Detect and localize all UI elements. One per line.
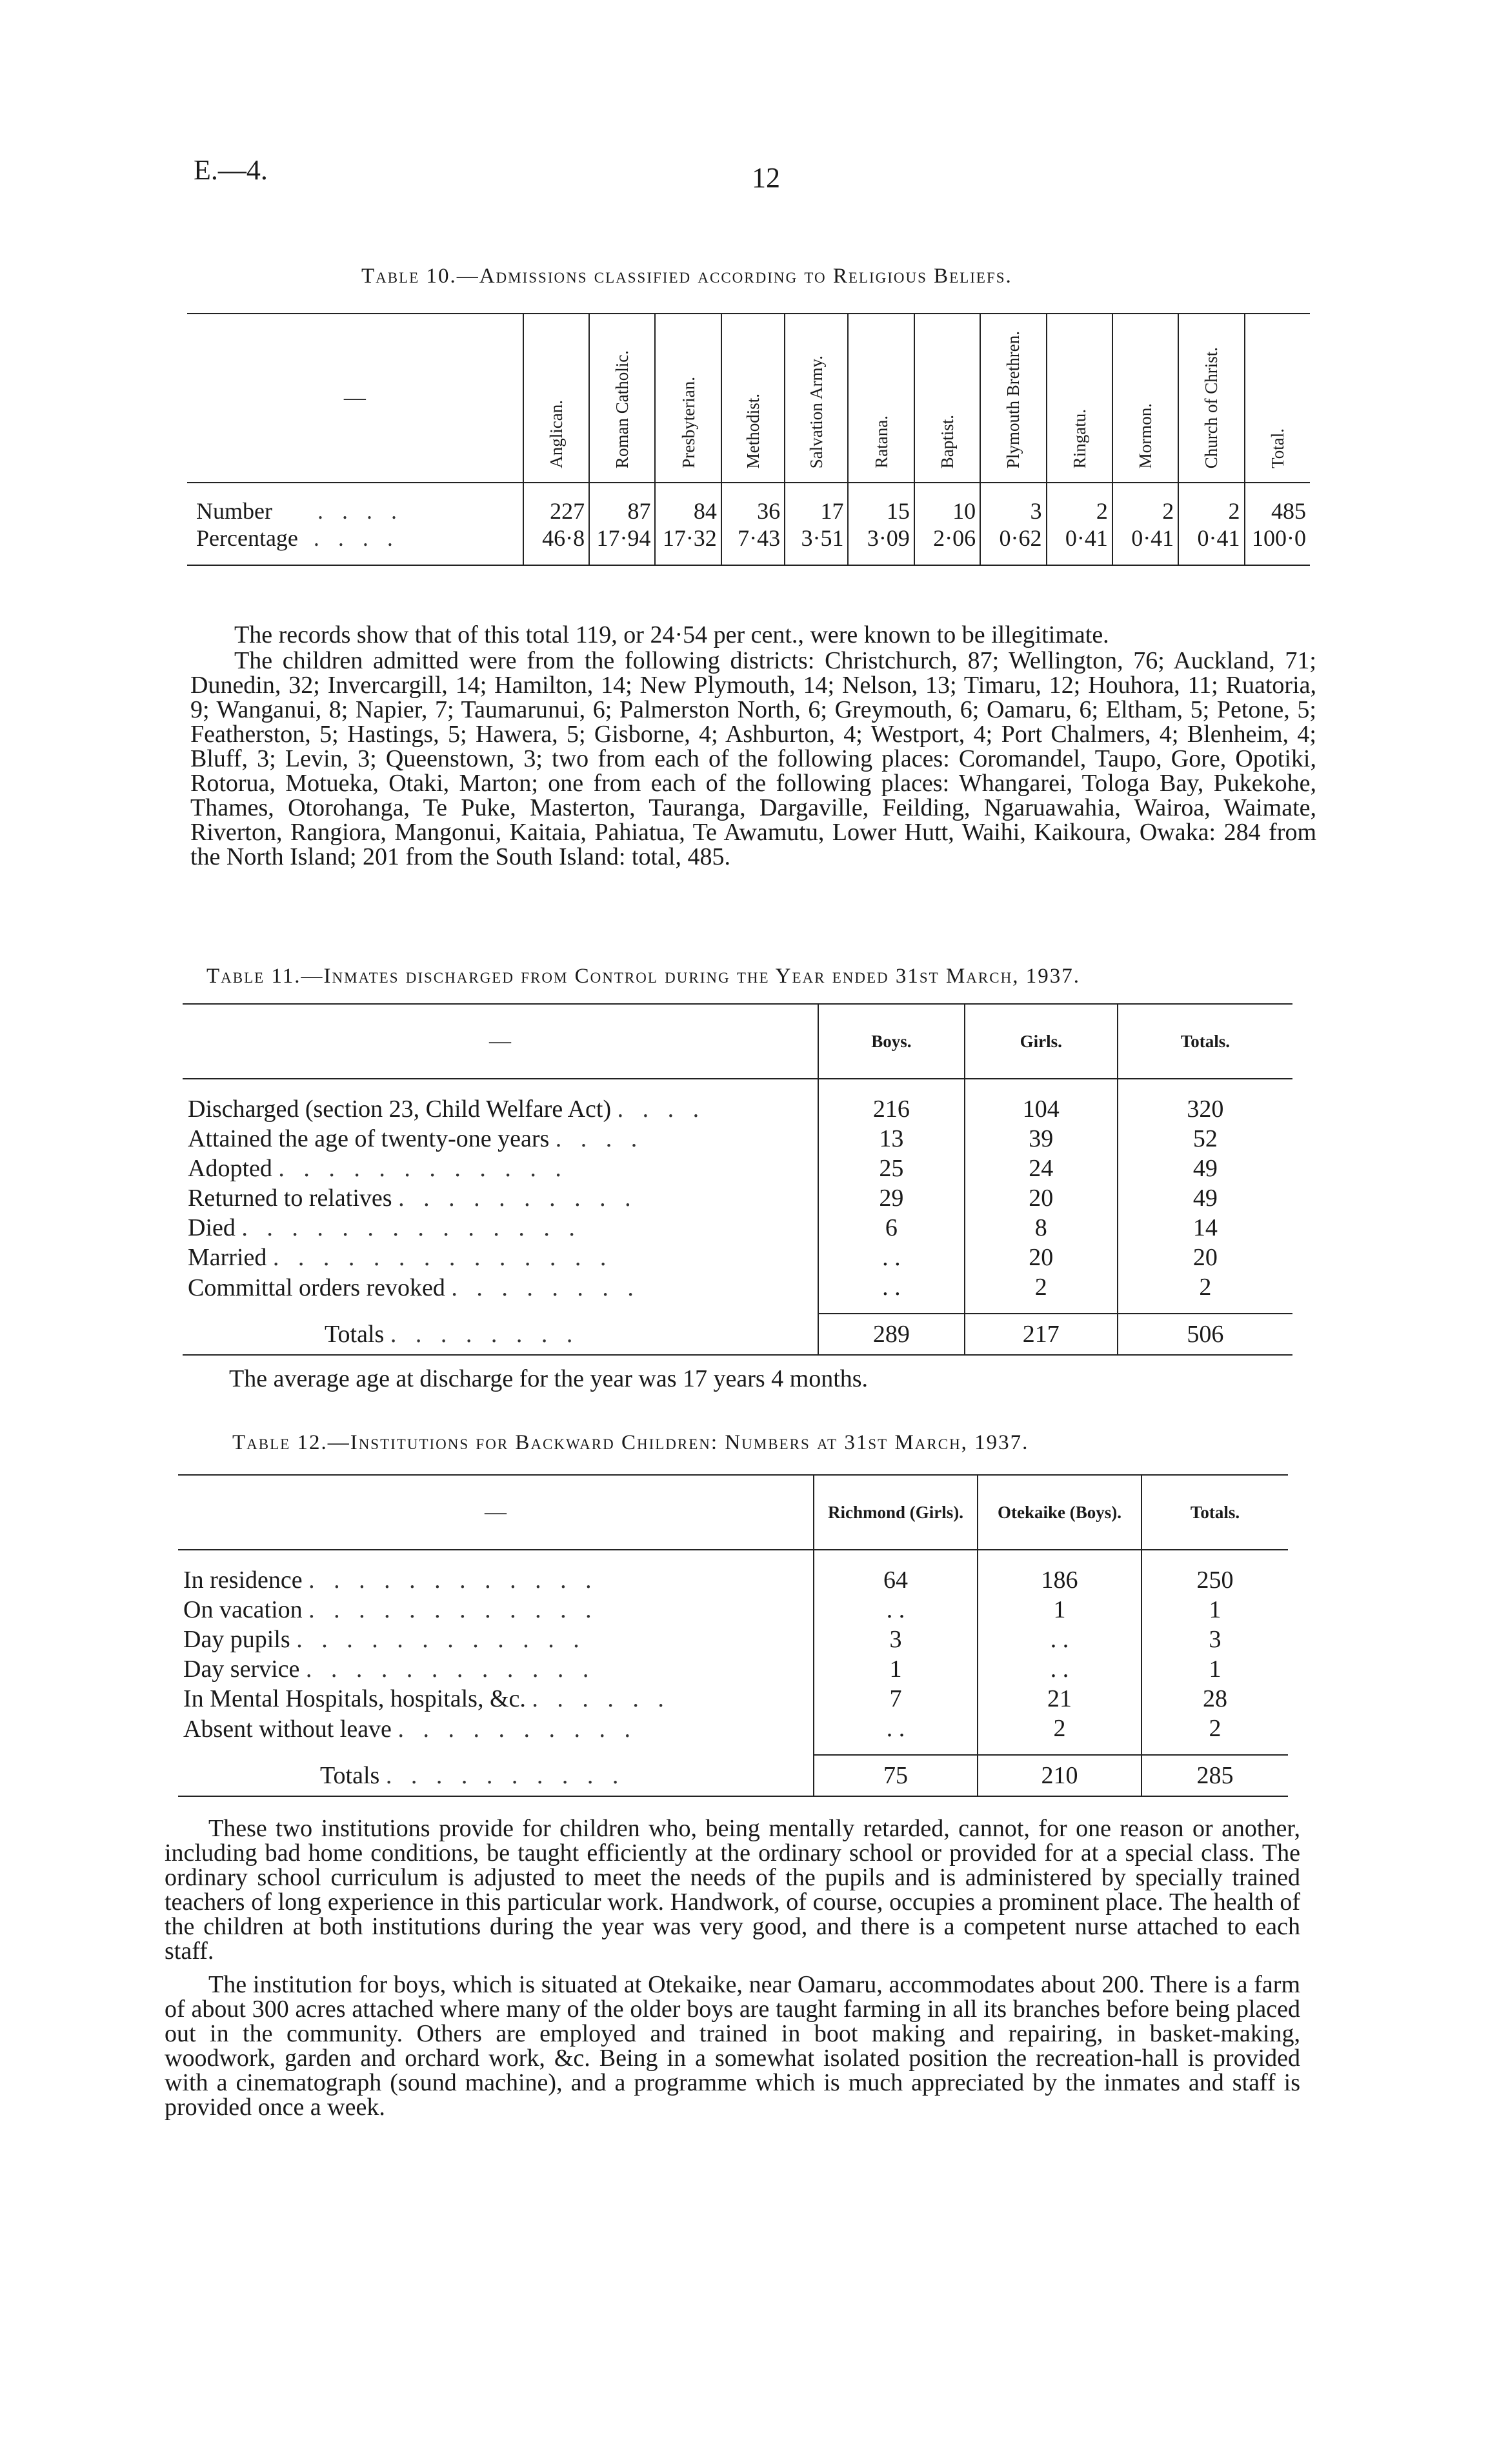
table-row	[183, 1124, 1292, 1154]
table-cell: 1	[1141, 1595, 1288, 1625]
page-number: 12	[752, 162, 780, 194]
table-cell: 210	[978, 1755, 1141, 1796]
totals-row	[183, 1314, 1292, 1355]
paragraph: These two institutions provide for children who, being mentally retarded, cannot, for one reason or another, including bad home conditions, be taught efficiently at the ordinary school or provided for at a special class. The ordinary school curriculum is adjusted to meet the needs of the pupils and is administered by specially trained teachers of long experience in this particular work. Handwork, of course, occupies a prominent place. The health of the children at both institutions during the year was very good, and there is a competent nurse attached to each staff.	[165, 1815, 1300, 1965]
table-cell: 13	[818, 1124, 965, 1154]
table-cell: 2	[1118, 1272, 1292, 1314]
table-cell: 1	[1141, 1654, 1288, 1684]
table-cell: 6	[818, 1213, 965, 1243]
table-cell: 17·32	[655, 525, 721, 565]
table-cell: 3	[980, 483, 1046, 525]
table-cell: . .	[978, 1654, 1141, 1684]
leader-dots: . . . .	[617, 1096, 706, 1123]
row-label: Percentage	[196, 525, 298, 551]
paragraph: The institution for boys, which is situated at Otekaike, near Oamaru, accommodates about 200. There is a farm of about 300 acres attached where many of the older boys are taught farming in all its branches before being placed out in the community. Others are employed and trained in boot making and repairing, in basket-making, woodwork, garden and orchard work, &c. Being in a somewhat isolated position the recreation-hall is provided with a cinematograph (sound machine), and a programme which is much appreciated by the inmates and staff is provided once a week.	[165, 1971, 1300, 2121]
row-label: Returned to relatives	[188, 1185, 392, 1212]
row-label: Adopted	[188, 1155, 272, 1182]
table12	[178, 1474, 1288, 1797]
table-row	[183, 1243, 1292, 1272]
table-cell: 2	[978, 1714, 1141, 1755]
table-cell: 0·41	[1047, 525, 1112, 565]
table-cell: 3	[1141, 1625, 1288, 1654]
leader-dots: . . . . . . . . . .	[397, 1715, 637, 1743]
table-cell: 0·41	[1178, 525, 1244, 565]
table-cell: 250	[1141, 1550, 1288, 1595]
col-header: Totals.	[1141, 1475, 1288, 1550]
table-cell: 46·8	[523, 525, 589, 565]
leader-dots: . . . . . . . . . . . .	[305, 1656, 596, 1683]
table-cell: 84	[655, 483, 721, 525]
table11-blank-header: —	[489, 1029, 511, 1053]
row-label: Totals	[320, 1761, 380, 1789]
document-reference: E.—4.	[194, 154, 268, 186]
table-row	[183, 1213, 1292, 1243]
leader-dots: . . . . . . . . . . . . . .	[272, 1244, 613, 1271]
table-cell: 64	[814, 1550, 978, 1595]
col-header: Presbyterian.	[678, 377, 698, 468]
table-row	[178, 1595, 1288, 1625]
leader-dots: . . . . . . . . . . . .	[308, 1567, 598, 1594]
leader-dots: . . . . . . . . . .	[385, 1761, 625, 1789]
col-header: Methodist.	[743, 393, 763, 468]
table10-caption: Table 10.—Admissions classified according to Religious Beliefs.	[361, 265, 1012, 288]
row-label: Married	[188, 1244, 267, 1271]
table-cell: 2	[1178, 483, 1244, 525]
table-cell: 24	[965, 1154, 1118, 1183]
table-cell: 8	[965, 1213, 1118, 1243]
row-label: Day pupils	[183, 1626, 290, 1653]
table-cell: 289	[818, 1314, 965, 1355]
row-label: Number	[196, 498, 272, 524]
table-cell: 52	[1118, 1124, 1292, 1154]
table11-caption: Table 11.—Inmates discharged from Control during the Year ended 31st March, 1937.	[206, 965, 1080, 988]
table-cell: 49	[1118, 1154, 1292, 1183]
row-label: Attained the age of twenty-one years	[188, 1125, 550, 1152]
table-cell: 28	[1141, 1684, 1288, 1714]
col-header: Anglican.	[546, 400, 566, 468]
leader-dots: . . . . . . . . . . . .	[296, 1626, 586, 1653]
leader-dots: . . . .	[317, 498, 403, 524]
row-label: Committal orders revoked	[188, 1274, 445, 1301]
col-header: Salvation Army.	[807, 355, 827, 468]
leader-dots: . . . .	[555, 1125, 644, 1152]
table-cell: 10	[914, 483, 980, 525]
row-label: In Mental Hospitals, hospitals, &c.	[183, 1685, 526, 1712]
totals-row	[178, 1755, 1288, 1796]
leader-dots: . . . . . . . . . . . .	[278, 1155, 568, 1182]
table-cell: 1	[814, 1654, 978, 1684]
row-label: Discharged (section 23, Child Welfare Act)	[188, 1096, 612, 1123]
table-cell: 20	[965, 1243, 1118, 1272]
leader-dots: . . . . . . . .	[390, 1320, 579, 1348]
col-header: Mormon.	[1136, 403, 1156, 468]
table-cell: 29	[818, 1183, 965, 1213]
table-cell: 3	[814, 1625, 978, 1654]
table-cell: . .	[818, 1272, 965, 1314]
leader-dots: . . . . . . . .	[451, 1274, 640, 1301]
table-cell: 49	[1118, 1183, 1292, 1213]
row-label: Absent without leave	[183, 1715, 392, 1743]
col-header: Richmond (Girls).	[814, 1475, 978, 1550]
table-cell: 36	[721, 483, 785, 525]
table-cell: 186	[978, 1550, 1141, 1595]
table-cell: 2	[1141, 1714, 1288, 1755]
col-header: Church of Christ.	[1201, 346, 1222, 468]
table-cell: 21	[978, 1684, 1141, 1714]
table-cell: . .	[814, 1595, 978, 1625]
table12-caption: Table 12.—Institutions for Backward Children: Numbers at 31st March, 1937.	[232, 1431, 1029, 1454]
col-header: Boys.	[818, 1004, 965, 1079]
row-label: Totals	[325, 1320, 385, 1348]
table-row	[183, 1154, 1292, 1183]
table-cell: 3·51	[785, 525, 848, 565]
table-cell: 485	[1245, 483, 1310, 525]
table-cell: 39	[965, 1124, 1118, 1154]
table-cell: 285	[1141, 1755, 1288, 1796]
table-cell: 2	[1112, 483, 1178, 525]
table-cell: 104	[965, 1079, 1118, 1124]
table-cell: 506	[1118, 1314, 1292, 1355]
paragraph: The children admitted were from the following districts: Christchurch, 87; Wellington, 76; Auckland, 71; Dunedin, 32; Invercargill, 14; Hamilton, 14; New Plymouth, 14; Nelson, 13; Timaru, 12; Houhora, 11; Ruatoria, 9; Wanganui, 8; Napier, 7; Taumarunui, 6; Palmerston North, 6; Greymouth, 6; Oamaru, 6; Eltham, 5; Petone, 5; Featherston, 5; Hastings, 5; Hawera, 5; Gisborne, 4; Ashburton, 4; Westport, 4; Port Chalmers, 4; Blenheim, 4; Bluff, 3; Levin, 3; Queenstown, 3; two from each of the following places: Coromandel, Taupo, Gore, Opotiki, Rotorua, Motueka, Otaki, Marton; one from each of the following places: Whangarei, Tologa Bay, Pukekohe, Thames, Otorohanga, Te Puke, Masterton, Tauranga, Dargaville, Feilding, Ngaruawahia, Wairoa, Waimate, Riverton, Rangiora, Mangonui, Kaitaia, Pahiatua, Te Awamutu, Lower Hutt, Waihi, Kaikoura, Owaka: 284 from the North Island; 201 from the South Island: total, 485.	[190, 647, 1316, 870]
table-cell: 14	[1118, 1213, 1292, 1243]
leader-dots: . . . . . .	[532, 1685, 670, 1712]
institutions-description-text	[165, 1816, 1300, 2119]
table12-blank-header: —	[485, 1500, 507, 1524]
row-label: Day service	[183, 1656, 300, 1683]
col-header: Baptist.	[937, 414, 957, 468]
table-row	[183, 1272, 1292, 1314]
row-label: In residence	[183, 1567, 303, 1594]
table-cell: 2	[1047, 483, 1112, 525]
table-cell: 100·0	[1245, 525, 1310, 565]
table-cell: 2	[965, 1272, 1118, 1314]
illegitimacy-and-districts-text	[190, 623, 1316, 869]
table-cell: . .	[818, 1243, 965, 1272]
col-header: Ringatu.	[1069, 408, 1089, 468]
leader-dots: . . . . . . . . . .	[398, 1185, 638, 1212]
table-cell: . .	[978, 1625, 1141, 1654]
table10-blank-header: —	[343, 386, 366, 410]
col-header: Total.	[1267, 428, 1287, 468]
leader-dots: . . . . . . . . . . . . . .	[241, 1214, 581, 1241]
col-header: Roman Catholic.	[612, 350, 632, 468]
table-cell: . .	[814, 1714, 978, 1755]
table-cell: 75	[814, 1755, 978, 1796]
table-cell: 1	[978, 1595, 1141, 1625]
table-row	[178, 1625, 1288, 1654]
col-header: Ratana.	[871, 416, 891, 468]
table-row	[178, 1684, 1288, 1714]
col-header: Totals.	[1118, 1004, 1292, 1079]
table-cell: 7·43	[721, 525, 785, 565]
table-cell: 20	[965, 1183, 1118, 1213]
table-cell: 2·06	[914, 525, 980, 565]
table-cell: 17	[785, 483, 848, 525]
table-row	[187, 525, 1310, 565]
table-cell: 17·94	[589, 525, 655, 565]
table-cell: 20	[1118, 1243, 1292, 1272]
table11	[183, 1003, 1292, 1356]
col-header: Girls.	[965, 1004, 1118, 1079]
table10	[187, 313, 1310, 566]
table-row	[187, 483, 1310, 525]
table-cell: 15	[848, 483, 914, 525]
table-cell: 7	[814, 1684, 978, 1714]
table-row	[178, 1550, 1288, 1595]
row-label: On vacation	[183, 1596, 303, 1623]
table-cell: 227	[523, 483, 589, 525]
row-label: Died	[188, 1214, 236, 1241]
table-row	[183, 1183, 1292, 1213]
table-row	[178, 1654, 1288, 1684]
table-cell: 216	[818, 1079, 965, 1124]
table-cell: 87	[589, 483, 655, 525]
table-cell: 0·62	[980, 525, 1046, 565]
average-age-text: The average age at discharge for the year was 17 years 4 months.	[229, 1365, 869, 1392]
col-header: Otekaike (Boys).	[978, 1475, 1141, 1550]
table-row	[178, 1714, 1288, 1755]
table-row	[183, 1079, 1292, 1124]
col-header: Plymouth Brethren.	[1003, 331, 1023, 468]
table-cell: 320	[1118, 1079, 1292, 1124]
table-cell: 3·09	[848, 525, 914, 565]
table-cell: 217	[965, 1314, 1118, 1355]
leader-dots: . . . . . . . . . . . .	[308, 1596, 598, 1623]
table-cell: 0·41	[1112, 525, 1178, 565]
paragraph: The records show that of this total 119, or 24·54 per cent., were known to be illegitimate.	[234, 621, 1109, 648]
table-cell: 25	[818, 1154, 965, 1183]
leader-dots: . . . .	[313, 525, 399, 551]
